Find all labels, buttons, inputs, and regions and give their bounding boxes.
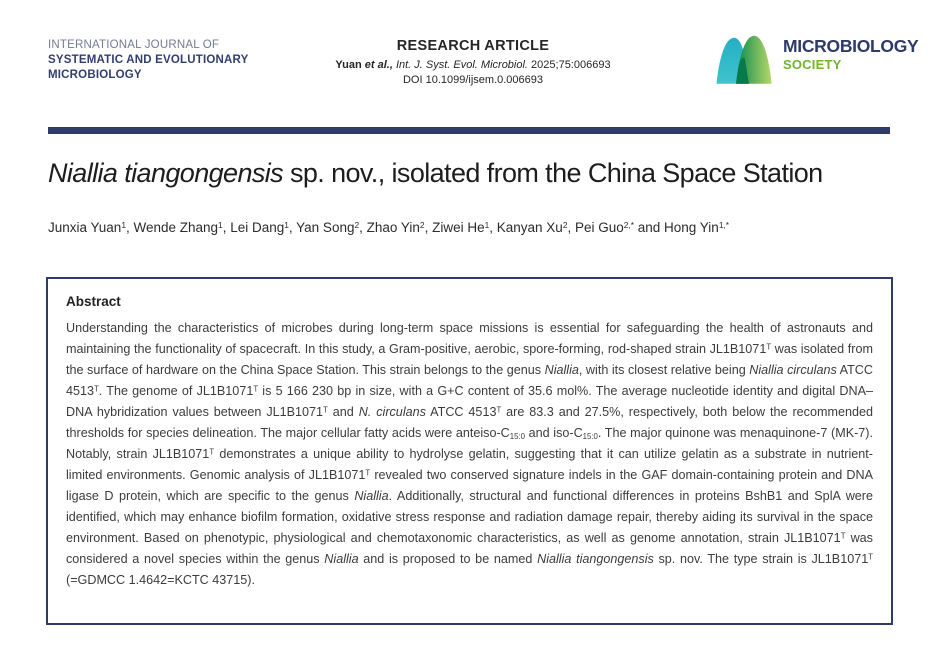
society-name-line2: SOCIETY bbox=[783, 56, 842, 72]
journal-masthead bbox=[48, 38, 248, 83]
abstract-box bbox=[46, 277, 893, 625]
microbiology-society-logo bbox=[713, 28, 918, 93]
society-name-line1: MICROBIOLOGY bbox=[783, 36, 919, 56]
article-type-label: RESEARCH ARTICLE bbox=[396, 38, 550, 54]
authors-line: Junxia Yuan$^1$, Wende Zhang$^1$, Lei Dang$^1$, Yan Song$^2$, Zhao Yin$^2$, Ziwei He$^1$, Kanyan Xu$^2$, Pei Guo$^{2,*}$ and Hong Yin$^{1,*}$ bbox=[48, 220, 730, 235]
microbiology-society-m-logo-icon bbox=[713, 28, 777, 93]
header-divider-rule bbox=[48, 127, 890, 134]
paper-title: Niallia tiangongensis sp. nov., isolated from the China Space Station bbox=[48, 158, 823, 188]
article-doi: DOI 10.1099/ijsem.0.006693 bbox=[402, 74, 544, 86]
abstract-body: Understanding the characteristics of microbes during long-term space missions is essential for safeguarding the health of astronauts and maintaining the functionality of spacecraft. In this study, a Gram-positive, aerobic, spore-forming, rod-shaped strain $JL1B1071^T$ was isolated from the surface of hardware on the China Space Station. This strain belongs to the genus Niallia, with its closest relative being Niallia circulans ATCC $4513^T$. The genome of $JL1B1071^T$ is 5 166 230 bp in size, with a G+C content of 35.6 mol%. The average nucleotide identity and digital DNA–DNA hybridization values between $JL1B1071^T$ and N. circulans ATCC $4513^T$ are 83.3 and 27.5%, respectively, both below the recommended thresholds for species delineation. The major cellular fatty acids were anteiso-$C_{15:0}$ and iso-$C_{15:0}$. The major quinone was menaquinone-7 (MK-7). Notably, strain $JL1B1071^T$ demonstrates a unique ability to hydrolyse gelatin, suggesting that it can utilize gelatin as a substrate in nutrient-limited environments. Genomic analysis of $JL1B1071^T$ revealed two conserved signature indels in the GAF domain-containing protein and DNA ligase D protein, which are specific to the genus Niallia. Additionally, structural and functional differences in proteins BshB1 and SplA were identified, which may enhance biofilm formation, oxidative stress response and radiation damage repair, thereby aiding its survival in the space environment. Based on phenotypic, physiological and chemotaxonomic characteristics, as well as genome annotation, strain $JL1B1071^T$ was considered a novel species within the genus Niallia and is proposed to be named Niallia tiangongensis sp. nov. The type strain is $JL1B1071^T$ (=GDMCC 1.4642=KCTC 43715). bbox=[66, 321, 874, 587]
journal-name-line3: MICROBIOLOGY bbox=[48, 69, 142, 81]
journal-name-line2: SYSTEMATIC AND EVOLUTIONARY bbox=[48, 54, 249, 66]
abstract-heading: Abstract bbox=[66, 294, 121, 309]
article-header bbox=[293, 38, 653, 86]
society-wordmark bbox=[783, 38, 918, 71]
journal-name-line1: INTERNATIONAL JOURNAL OF bbox=[48, 39, 220, 51]
article-citation: Yuan et al., Int. J. Syst. Evol. Microbiol. 2025;75:006693 bbox=[335, 59, 611, 71]
